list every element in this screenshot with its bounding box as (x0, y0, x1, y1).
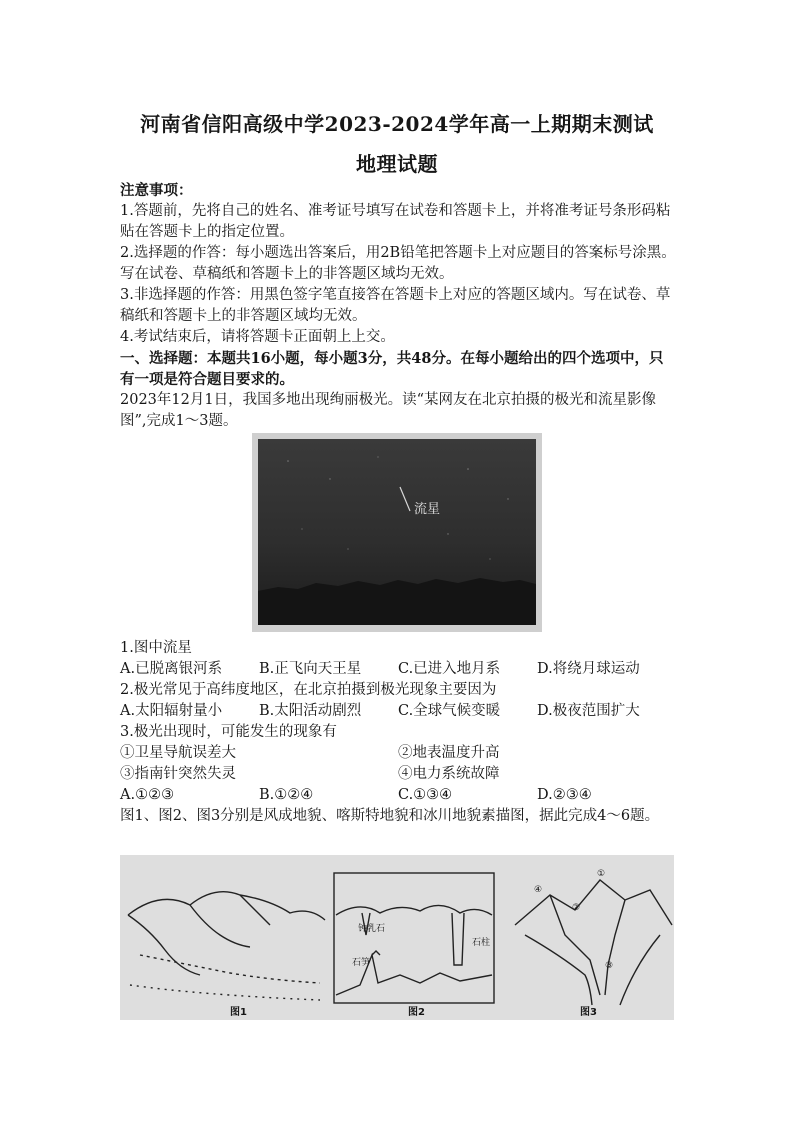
marker-2: ② (572, 903, 581, 913)
q2-stem: 2.极光常见于高纬度地区，在北京拍摄到极光现象主要因为 (120, 682, 497, 698)
q2-option-d: D.极夜范围扩大 (537, 703, 640, 719)
figure-3-caption: 图3 (580, 1007, 597, 1018)
aurora-meteor-photo (252, 433, 542, 632)
stone-pillar-label: 石柱 (472, 938, 491, 948)
mountain-silhouette (258, 578, 536, 625)
intro-q4-6: 图1、图2、图3分别是风成地貌、喀斯特地貌和冰川地貌素描图，据此完成4～6题。 (120, 808, 660, 824)
q2-option-a: A.太阳辐射量小 (120, 703, 223, 719)
q3-option-b: B.①②④ (259, 787, 314, 803)
q3-items-row-2 (120, 764, 676, 785)
q3-option-a: A.①②③ (120, 787, 175, 803)
q3-options (120, 785, 676, 806)
q3-item-3: ③指南针突然失灵 (120, 766, 236, 782)
notice-item-1: 1.答题前，先将自己的姓名、准考证号填写在试卷和答题卡上，并将准考证号条形码粘贴在答题卡上的指定位置。 (120, 203, 671, 240)
q1-option-d: D.将绕月球运动 (537, 661, 640, 677)
meteor-streak (400, 487, 410, 511)
landform-sketches (120, 855, 674, 1020)
section-intro: 2023年12月1日，我国多地出现绚丽极光。读“某网友在北京拍摄的极光和流星影像图”,完成1～3题。 (120, 392, 656, 429)
q3-item-2: ②地表温度升高 (398, 745, 500, 761)
marker-3: ③ (605, 961, 614, 971)
stalactite-label: 钟乳石 (358, 924, 386, 934)
q2-options (120, 701, 676, 722)
questions-1-3 (120, 638, 676, 827)
figure-2-caption: 图2 (408, 1007, 425, 1018)
section-heading: 一、选择题：本题共16小题，每小题3分，共48分。在每小题给出的四个选项中，只有一项是符合题目要求的。 (120, 350, 664, 388)
q3-stem: 3.极光出现时，可能发生的现象有 (120, 724, 337, 740)
notice-item-3: 3.非选择题的作答：用黑色签字笔直接答在答题卡上对应的答题区域内。写在试卷、草稿纸和答题卡上的非答题区域均无效。 (120, 287, 671, 324)
q3-items-row-1 (120, 743, 676, 764)
exam-subtitle: 地理试题 (356, 152, 438, 176)
dune-sketch (128, 892, 325, 1000)
q2-option-b: B.太阳活动剧烈 (259, 703, 362, 719)
meteor-label: 流星 (414, 502, 441, 517)
marker-4: ④ (534, 885, 543, 895)
karst-cave-sketch (334, 873, 494, 1003)
q3-option-d: D.②③④ (537, 787, 592, 803)
q1-option-a: A.已脱离银河系 (120, 661, 223, 677)
glacial-sketch (515, 880, 672, 1005)
q1-stem: 1.图中流星 (120, 640, 192, 656)
notice-item-2: 2.选择题的作答：每小题选出答案后，用2B铅笔把答题卡上对应题目的答案标号涂黑。写在试卷、草稿纸和答题卡上的非答题区域均无效。 (120, 245, 676, 282)
q1-options (120, 659, 676, 680)
q3-item-1: ①卫星导航误差大 (120, 745, 236, 761)
notice-section (120, 180, 676, 432)
q3-item-4: ④电力系统故障 (398, 766, 500, 782)
exam-title: 河南省信阳高级中学2023-2024学年高一上期期末测试 (140, 112, 654, 136)
marker-1: ① (597, 869, 606, 879)
figure-1-caption: 图1 (230, 1007, 247, 1018)
q1-option-b: B.正飞向天王星 (259, 661, 362, 677)
notice-item-4: 4.考试结束后，请将答题卡正面朝上上交。 (120, 329, 395, 345)
notice-heading: 注意事项： (120, 182, 193, 199)
q2-option-c: C.全球气候变暖 (398, 703, 501, 719)
q3-option-c: C.①③④ (398, 787, 453, 803)
q1-option-c: C.已进入地月系 (398, 661, 501, 677)
stalagmite-label: 石笋 (352, 958, 371, 968)
